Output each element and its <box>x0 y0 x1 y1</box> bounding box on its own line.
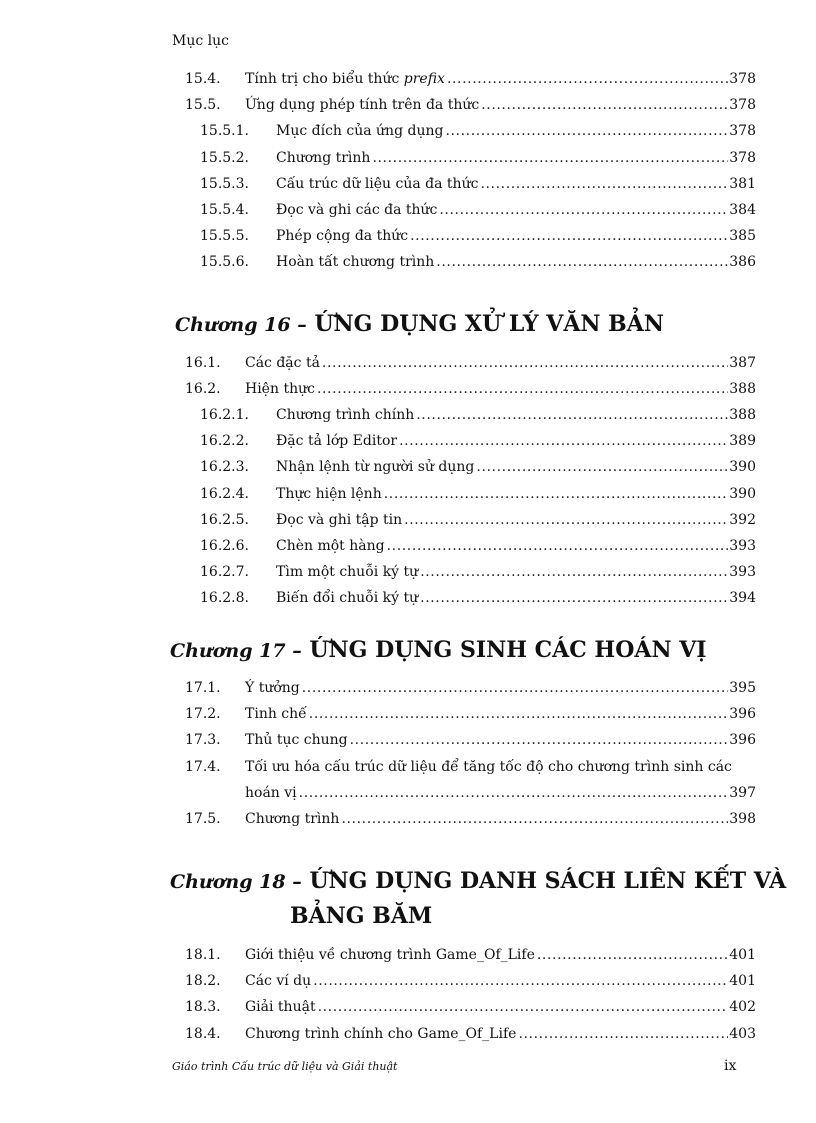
toc-entry-label: Hiện thực <box>245 381 315 398</box>
toc-entry <box>0 224 816 248</box>
toc-dot-leader <box>399 429 728 453</box>
toc-entry-label-line <box>276 224 756 248</box>
toc-dot-leader <box>480 172 728 196</box>
toc-dot-leader <box>436 250 728 274</box>
toc-entry-number: 18.3. <box>185 999 221 1016</box>
toc-entry-label: Mục đích của ứng dụng <box>276 123 444 140</box>
toc-entry-number: 16.2. <box>185 381 221 398</box>
toc-entry-wrapped-line: Tối ưu hóa cấu trúc dữ liệu để tăng tốc độ cho chương trình sinh các <box>245 758 732 775</box>
toc-entry-label: Chương trình <box>276 149 371 166</box>
toc-entry <box>0 676 816 700</box>
toc-dot-leader <box>299 781 729 805</box>
toc-entry-page: 384 <box>729 202 756 218</box>
toc-entry-page: 378 <box>729 71 756 87</box>
toc-entry <box>0 172 816 196</box>
toc-entry-number: 16.2.6. <box>200 537 249 554</box>
toc-entry <box>0 146 816 170</box>
toc-entry-label: Chương trình chính cho Game_Of_Life <box>245 1025 517 1042</box>
toc-dot-leader <box>313 969 728 993</box>
toc-entry-number: 16.2.5. <box>200 511 249 528</box>
toc-entry-label: Biến đổi chuỗi ký tự <box>276 589 419 606</box>
toc-entry-page: 385 <box>729 228 756 245</box>
toc-entry-label: Thủ tục chung <box>245 732 348 749</box>
toc-entry-label-line <box>245 67 756 91</box>
toc-entry-label-line <box>276 403 756 427</box>
toc-entry-number: 16.2.2. <box>200 433 249 450</box>
toc-entry-label: Các ví dụ <box>245 973 312 990</box>
toc-entry-label: Nhận lệnh từ người sử dụng <box>276 459 475 476</box>
toc-entry-label-line <box>276 146 756 170</box>
toc-entry <box>0 807 816 831</box>
toc-entry-page: 378 <box>729 123 756 140</box>
toc-entry-label: Chèn một hàng <box>276 537 385 554</box>
toc-entry-number: 17.2. <box>185 706 221 723</box>
toc-entry-label: Các đặc tả <box>245 355 320 371</box>
toc-entry-page: 389 <box>729 433 756 450</box>
toc-entry-label: Chương trình <box>245 811 340 827</box>
toc-entry-label: Hoàn tất chương trình <box>276 254 435 271</box>
chapter-17-heading <box>170 635 707 666</box>
toc-entry-label-line <box>276 250 756 274</box>
chapter-18-lead: Chương 18 – <box>170 871 302 893</box>
chapter-18-title-line1: ỨNG DỤNG DANH SÁCH LIÊN KẾT VÀ <box>309 868 787 894</box>
toc-dot-leader <box>416 403 728 427</box>
toc-entry-page: 403 <box>729 1025 756 1042</box>
toc-entry-label: Đọc và ghi các đa thức <box>276 202 438 218</box>
toc-dot-leader <box>447 67 728 91</box>
toc-entry-label: Phép cộng đa thức <box>276 228 409 245</box>
toc-entry-label-line <box>276 119 756 143</box>
toc-dot-leader <box>387 534 729 558</box>
toc-dot-leader <box>372 146 728 170</box>
toc-entry-page: 393 <box>729 563 756 580</box>
toc-entry-label-line <box>245 377 756 401</box>
toc-entry-number: 15.5.3. <box>200 175 249 192</box>
toc-entry <box>0 969 816 993</box>
toc-entry-number: 16.2.7. <box>200 563 249 580</box>
chapter-16-title: ỨNG DỤNG XỬ LÝ VĂN BẢN <box>314 311 664 337</box>
chapter-16-heading <box>175 309 664 340</box>
toc-entry-label-line <box>245 728 756 752</box>
toc-entry-number: 18.4. <box>185 1025 221 1042</box>
toc-entry <box>0 198 816 222</box>
toc-dot-leader <box>322 351 728 375</box>
toc-entry-number: 15.5.6. <box>200 254 249 271</box>
toc-entry-label: Cấu trúc dữ liệu của đa thức <box>276 175 479 192</box>
toc-dot-leader <box>476 455 728 479</box>
toc-entry-page: 378 <box>729 149 756 166</box>
toc-entry-label-line <box>245 93 756 117</box>
toc-dot-leader <box>439 198 728 222</box>
toc-entry <box>0 586 816 610</box>
toc-entry-number: 16.2.3. <box>200 459 249 476</box>
toc-entry-number: 15.5.2. <box>200 149 249 166</box>
toc-entry <box>0 781 816 805</box>
toc-entry-label-line <box>276 560 756 584</box>
toc-entry <box>0 250 816 274</box>
toc-entry-number: 18.2. <box>185 973 221 990</box>
toc-entry-number: 15.5.5. <box>200 228 249 245</box>
chapter-18-heading <box>170 866 786 897</box>
chapter-17-title: ỨNG DỤNG SINH CÁC HOÁN VỊ <box>309 637 707 663</box>
toc-entry <box>0 560 816 584</box>
toc-entry <box>0 943 816 967</box>
toc-dot-leader <box>445 119 728 143</box>
toc-dot-leader <box>302 676 729 700</box>
toc-entry <box>0 119 816 143</box>
toc-entry-page: 402 <box>729 999 756 1016</box>
toc-entry-label: Ý tưởng <box>245 680 300 696</box>
toc-entry-label-line <box>276 429 756 453</box>
toc-entry <box>0 728 816 752</box>
toc-entry-page: 393 <box>729 537 756 554</box>
toc-entry <box>0 67 816 91</box>
toc-entry-label-line <box>245 351 756 375</box>
toc-dot-leader <box>309 702 728 726</box>
toc-dot-leader <box>420 586 728 610</box>
toc-entry-number: 16.2.4. <box>200 485 249 502</box>
toc-entry-page: 396 <box>729 706 756 723</box>
toc-entry <box>0 429 816 453</box>
toc-entry-label-line <box>245 943 756 967</box>
toc-entry-label: Đặc tả lớp Editor <box>276 433 398 450</box>
toc-entry-label-line <box>276 508 756 532</box>
toc-dot-leader <box>318 995 729 1019</box>
toc-entry <box>0 508 816 532</box>
toc-entry <box>0 1022 816 1046</box>
toc-entry-label-line <box>276 586 756 610</box>
toc-entry-number: 16.2.1. <box>200 407 249 424</box>
toc-entry-label-line <box>245 969 756 993</box>
toc-entry-page: 396 <box>729 732 756 749</box>
toc-entry-label: Chương trình chính <box>276 407 415 424</box>
toc-entry-label-line <box>276 455 756 479</box>
running-header: Mục lục <box>172 33 229 49</box>
toc-dot-leader <box>404 508 728 532</box>
toc-entry-label-line <box>245 781 756 805</box>
toc-entry-label-emphasis: prefix <box>403 71 445 87</box>
toc-entry <box>0 455 816 479</box>
toc-entry-label-line <box>245 676 756 700</box>
toc-entry-number: 16.1. <box>185 355 221 371</box>
toc-dot-leader <box>341 807 728 831</box>
toc-entry-label-line <box>245 1022 756 1046</box>
toc-entry-label: Thực hiện lệnh <box>276 485 382 502</box>
toc-entry-page: 388 <box>729 381 756 398</box>
toc-entry-page: 390 <box>729 485 756 502</box>
toc-entry-page: 390 <box>729 459 756 476</box>
toc-entry-page: 378 <box>729 97 756 114</box>
toc-entry <box>0 702 816 726</box>
toc-entry <box>0 93 816 117</box>
toc-entry-label: Đọc và ghi tập tin <box>276 511 403 528</box>
toc-entry-page: 381 <box>729 175 756 192</box>
toc-entry-page: 401 <box>729 973 756 990</box>
toc-entry-label-line <box>276 482 756 506</box>
toc-entry-label: Tinh chế <box>245 706 307 723</box>
chapter-17-lead: Chương 17 – <box>170 640 302 662</box>
toc-entry-page: 398 <box>729 811 756 827</box>
toc-dot-leader <box>317 377 728 401</box>
toc-entry-label-line <box>276 534 756 558</box>
toc-entry-label-line <box>245 807 756 831</box>
footer-page-number: ix <box>724 1058 737 1074</box>
toc-entry-number: 15.4. <box>185 71 221 87</box>
toc-entry-label: Tìm một chuỗi ký tự <box>276 563 419 580</box>
toc-entry-page: 394 <box>729 589 756 606</box>
toc-entry <box>0 995 816 1019</box>
toc-entry-page: 386 <box>729 254 756 271</box>
toc-dot-leader <box>410 224 728 248</box>
toc-entry-number: 15.5.1. <box>200 123 249 140</box>
toc-entry-number: 17.3. <box>185 732 221 749</box>
footer-book-title: Giáo trình Cấu trúc dữ liệu và Giải thuật <box>172 1060 398 1073</box>
toc-dot-leader <box>481 93 728 117</box>
toc-entry <box>0 351 816 375</box>
toc-entry-label-line <box>276 198 756 222</box>
toc-dot-leader <box>537 943 728 967</box>
toc-entry-label: Giải thuật <box>245 999 316 1016</box>
toc-entry-label-line <box>276 172 756 196</box>
toc-entry-label-line <box>245 702 756 726</box>
toc-entry <box>0 534 816 558</box>
toc-entry-page: 395 <box>729 680 756 696</box>
toc-dot-leader <box>518 1022 728 1046</box>
toc-entry-label: Tính trị cho biểu thức prefix <box>245 71 445 87</box>
toc-entry <box>0 377 816 401</box>
toc-dot-leader <box>420 560 728 584</box>
toc-entry-number: 18.1. <box>185 947 221 963</box>
toc-entry-number: 17.5. <box>185 811 221 827</box>
toc-entry <box>0 482 816 506</box>
toc-entry-number: 15.5.4. <box>200 202 249 218</box>
toc-entry-number: 15.5. <box>185 97 221 114</box>
toc-entry-label: Giới thiệu về chương trình Game_Of_Life <box>245 947 535 963</box>
toc-entry-number: 17.4. <box>185 758 221 775</box>
chapter-18-title-line2: BẢNG BĂM <box>290 903 433 929</box>
toc-entry-page: 401 <box>729 947 756 963</box>
chapter-16-lead: Chương 16 – <box>175 314 307 336</box>
toc-entry-label: Ứng dụng phép tính trên đa thức <box>245 97 480 114</box>
toc-entry-page: 387 <box>729 355 756 371</box>
toc-entry-number: 17.1. <box>185 680 221 696</box>
toc-entry-page: 392 <box>729 511 756 528</box>
toc-entry-page: 388 <box>729 407 756 424</box>
toc-dot-leader <box>384 482 729 506</box>
toc-entry-label: hoán vị <box>245 784 297 801</box>
toc-entry-number: 16.2.8. <box>200 589 249 606</box>
toc-entry <box>0 403 816 427</box>
toc-entry-label-line <box>245 995 756 1019</box>
toc-entry-page: 397 <box>729 784 756 801</box>
toc-dot-leader <box>350 728 729 752</box>
